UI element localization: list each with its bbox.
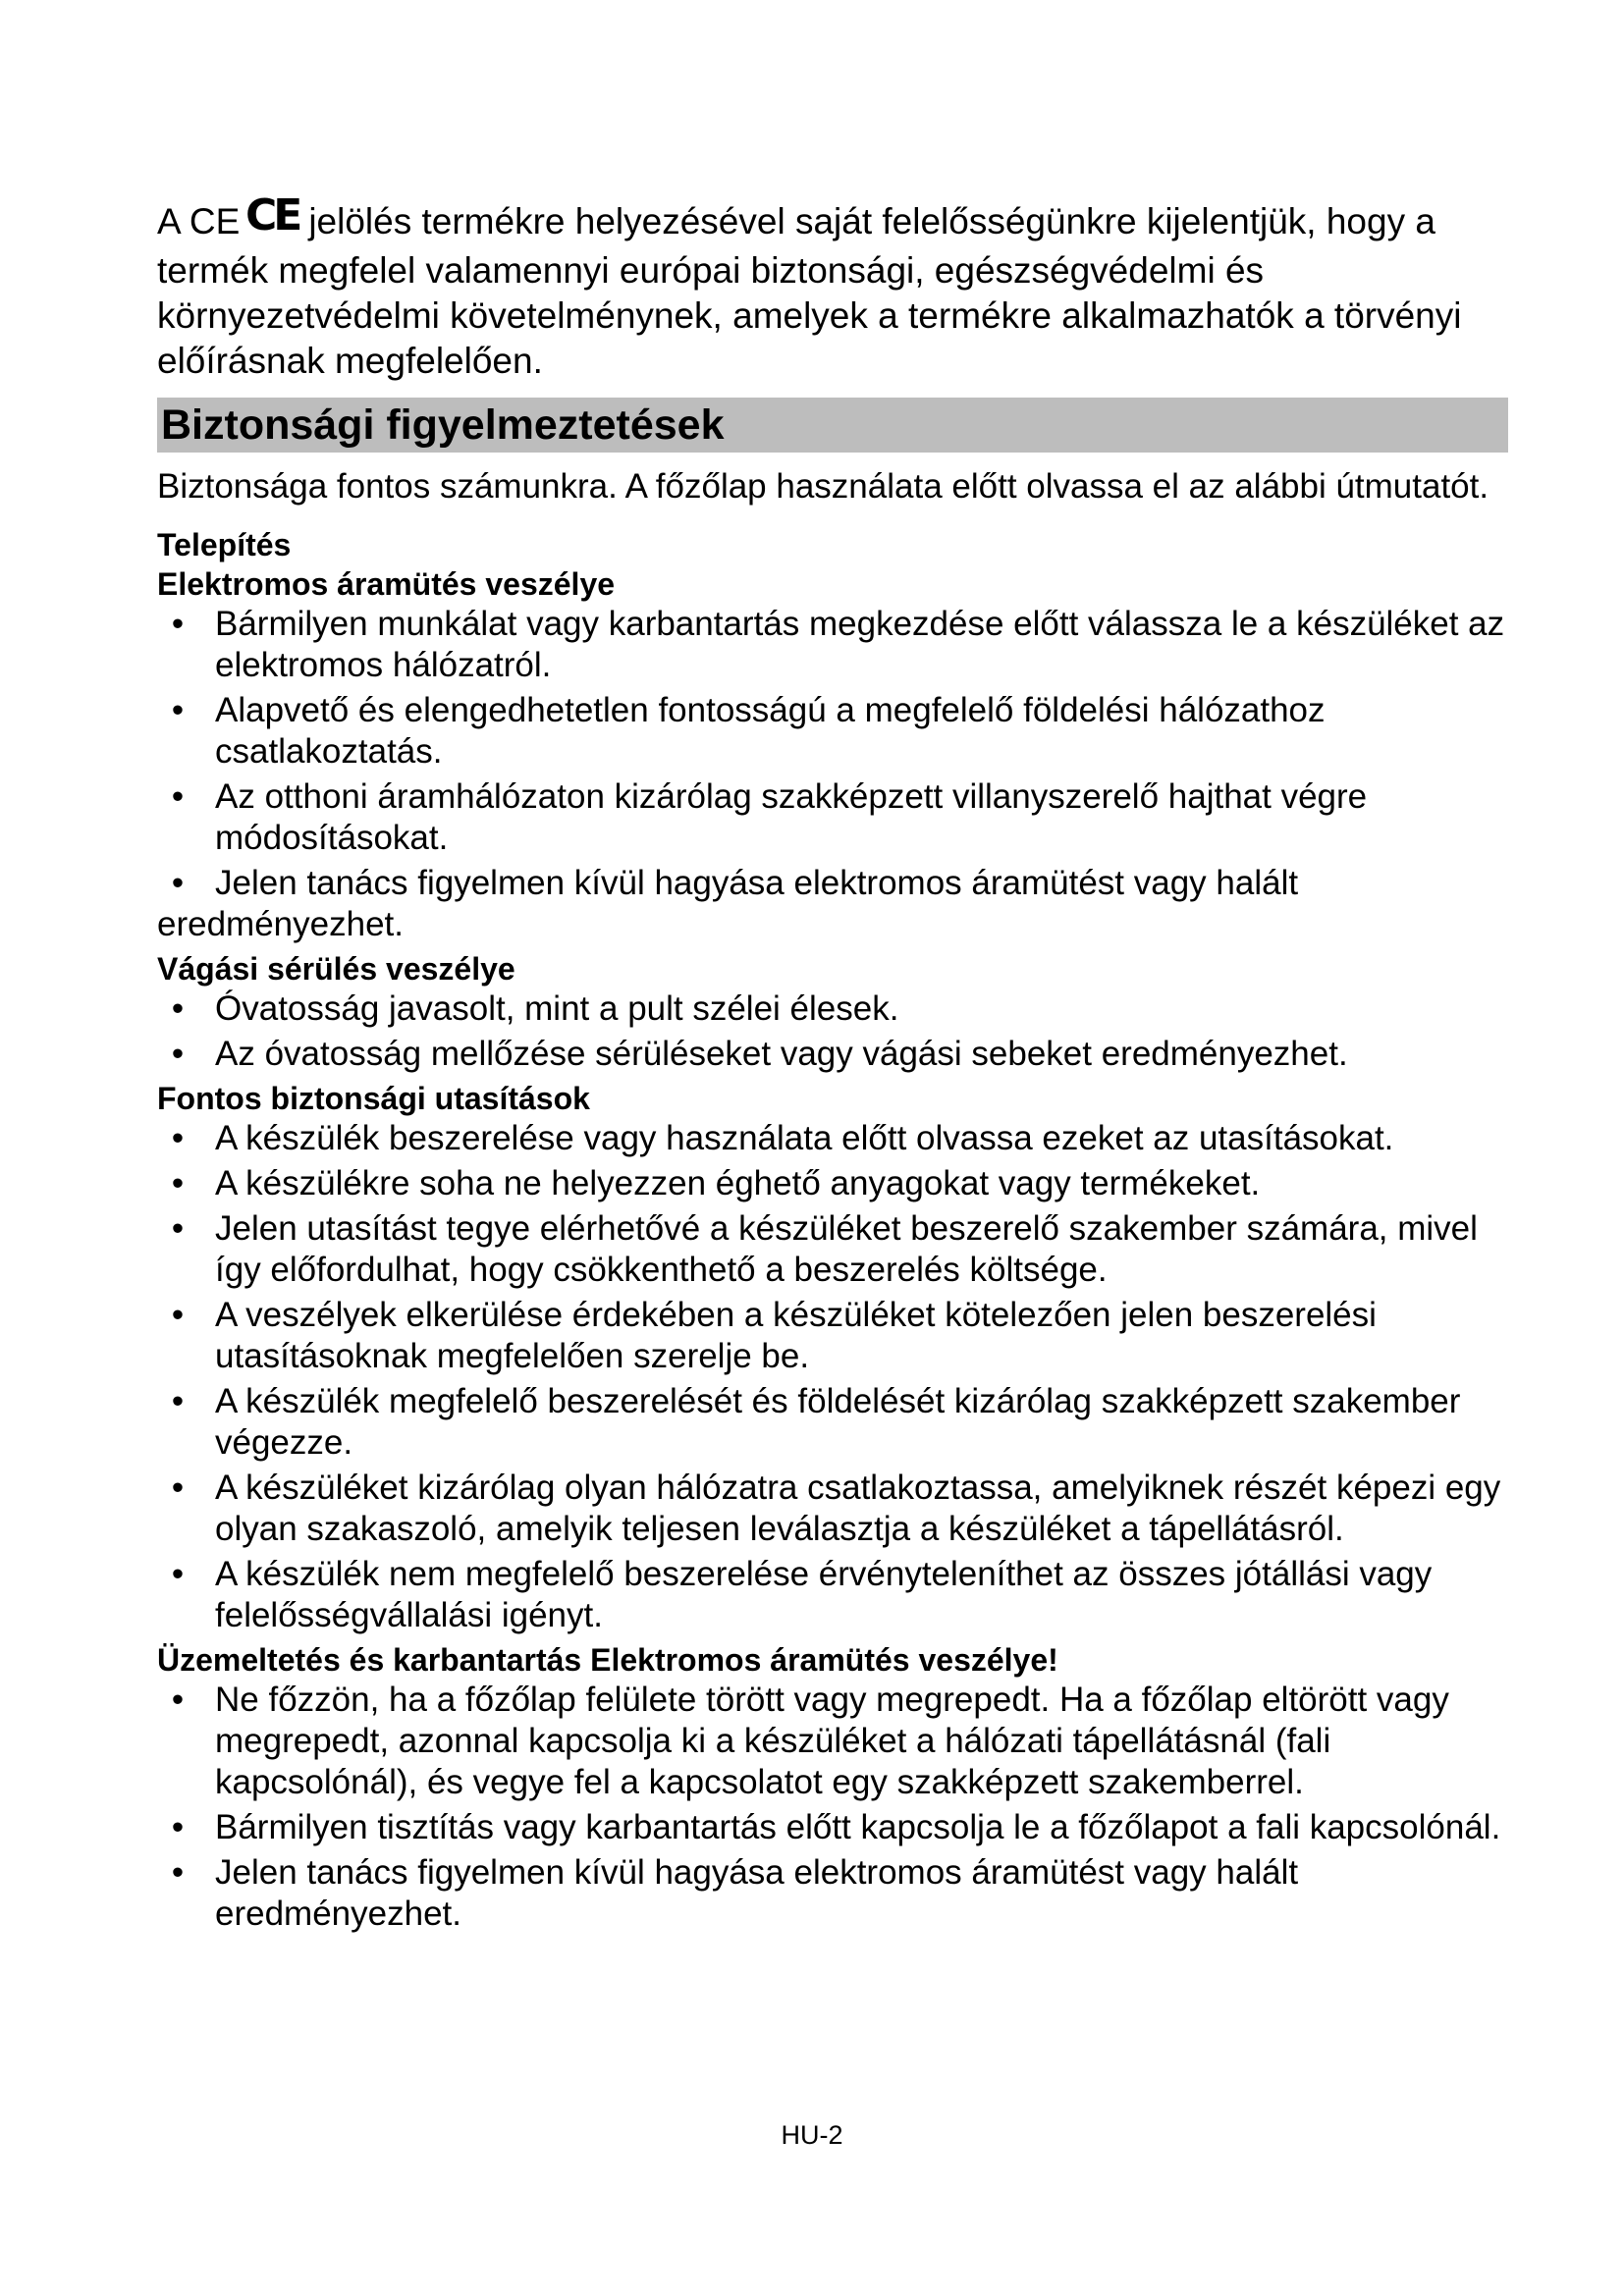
important-instructions-list: [157, 1118, 1508, 1636]
bullet-icon: •: [171, 1164, 185, 1202]
bullet-icon: •: [171, 691, 185, 729]
list-item: • A készülék beszerelése vagy használata előtt olvassa ezeket az utasításokat.: [157, 1118, 1508, 1159]
list-item: • A készülék nem megfelelő beszerelése érvényteleníthet az összes jótállási vagy felelősségvállalási igényt.: [157, 1554, 1508, 1636]
bullet-icon: •: [171, 1382, 185, 1420]
electric-shock-heading: Elektromos áramütés veszélye: [157, 566, 616, 602]
list-item: • Ne főzzön, ha a főzőlap felülete törött vagy megrepedt. Ha a főzőlap eltörött vagy megrepedt, azonnal kapcsolja ki a készüléket a hálózati tápellátásnál (fali kapcsolónál), és vegye fel a kapcsolatot egy szakképzett szakemberrel.: [157, 1680, 1508, 1803]
installation-heading: Telepítés: [157, 527, 292, 562]
svg-text:CE: CE: [245, 192, 299, 238]
list-item: • Jelen utasítást tegye elérhetővé a készüléket beszerelő szakember számára, mivel így előfordulhat, hogy csökkenthető a beszerelés költsége.: [157, 1208, 1508, 1291]
list-item: • Az óvatosság mellőzése sérüléseket vagy vágási sebeket eredményezhet.: [157, 1034, 1508, 1075]
bullet-icon: •: [171, 1468, 185, 1507]
page-number: HU-2: [781, 2120, 843, 2150]
operation-list: [157, 1680, 1508, 1935]
bullet-icon: •: [171, 1209, 185, 1248]
electric-shock-list: [157, 604, 1508, 859]
list-item: • Jelen tanács figyelmen kívül hagyása elektromos áramütést vagy halált eredményezhet.: [157, 1852, 1508, 1935]
ce-text: jelölés termékre helyezésével saját felelősségünkre kijelentjük, hogy a termék megfelel valamennyi európai biztonsági, egészségvédelmi és környezetvédelmi követelménynek, amelyek a termékre alkalmazhatók a törvényi előírásnak megfelelően.: [157, 201, 1462, 381]
bullet-icon: •: [171, 1555, 185, 1593]
electric-warning: • Jelen tanács figyelmen kívül hagyása elektromos áramütést vagy halált eredményezhet.: [157, 864, 1299, 943]
section-title: Biztonsági figyelmeztetések: [157, 398, 1508, 453]
bullet-icon: •: [171, 777, 185, 816]
bullet-icon: •: [171, 1296, 185, 1334]
list-item: • A készülék megfelelő beszerelését és földelését kizárólag szakképzett szakember végezze.: [157, 1381, 1508, 1464]
bullet-icon: •: [171, 989, 185, 1028]
bullet-icon: •: [171, 1119, 185, 1157]
list-item: • A készüléket kizárólag olyan hálózatra csatlakoztassa, amelyiknek részét képezi egy olyan szakaszoló, amelyik teljesen leválasztja a készüléket a tápellátásról.: [157, 1468, 1508, 1550]
list-item: • Alapvető és elengedhetetlen fontosságú a megfelelő földelési hálózathoz csatlakoztatás.: [157, 690, 1508, 773]
bullet-icon: •: [171, 1808, 185, 1846]
list-item: • Az otthoni áramhálózaton kizárólag szakképzett villanyszerelő hajthat végre módosításokat.: [157, 776, 1508, 859]
bullet-icon: •: [171, 1681, 185, 1719]
operation-heading: Üzemeltetés és karbantartás Elektromos áramütés veszélye!: [157, 1642, 1058, 1678]
bullet-icon: •: [171, 1853, 185, 1892]
ce-prefix: A CE: [157, 201, 241, 241]
bullet-icon: •: [171, 605, 185, 643]
cut-injury-heading: Vágási sérülés veszélye: [157, 951, 515, 987]
ce-mark-icon: [245, 192, 306, 248]
list-item: • A veszélyek elkerülése érdekében a készüléket kötelezően jelen beszerelési utasításoknak megfelelően szerelje be.: [157, 1295, 1508, 1377]
bullet-icon: •: [171, 1035, 185, 1073]
intro-text: Biztonsága fontos számunkra. A főzőlap használata előtt olvassa el az alábbi útmutatót.: [157, 467, 1489, 506]
ce-declaration: [157, 192, 1508, 384]
list-item: • A készülékre soha ne helyezzen éghető anyagokat vagy termékeket.: [157, 1163, 1508, 1204]
list-item: • Bármilyen munkálat vagy karbantartás megkezdése előtt válassza le a készüléket az elektromos hálózatról.: [157, 604, 1508, 686]
document-page: [157, 192, 1508, 1939]
important-instructions-heading: Fontos biztonsági utasítások: [157, 1081, 590, 1116]
bullet-icon: •: [171, 864, 185, 902]
cut-injury-list: [157, 988, 1508, 1075]
list-item: • Óvatosság javasolt, mint a pult szélei élesek.: [157, 988, 1508, 1030]
list-item: • Bármilyen tisztítás vagy karbantartás előtt kapcsolja le a főzőlapot a fali kapcsolónál.: [157, 1807, 1508, 1848]
